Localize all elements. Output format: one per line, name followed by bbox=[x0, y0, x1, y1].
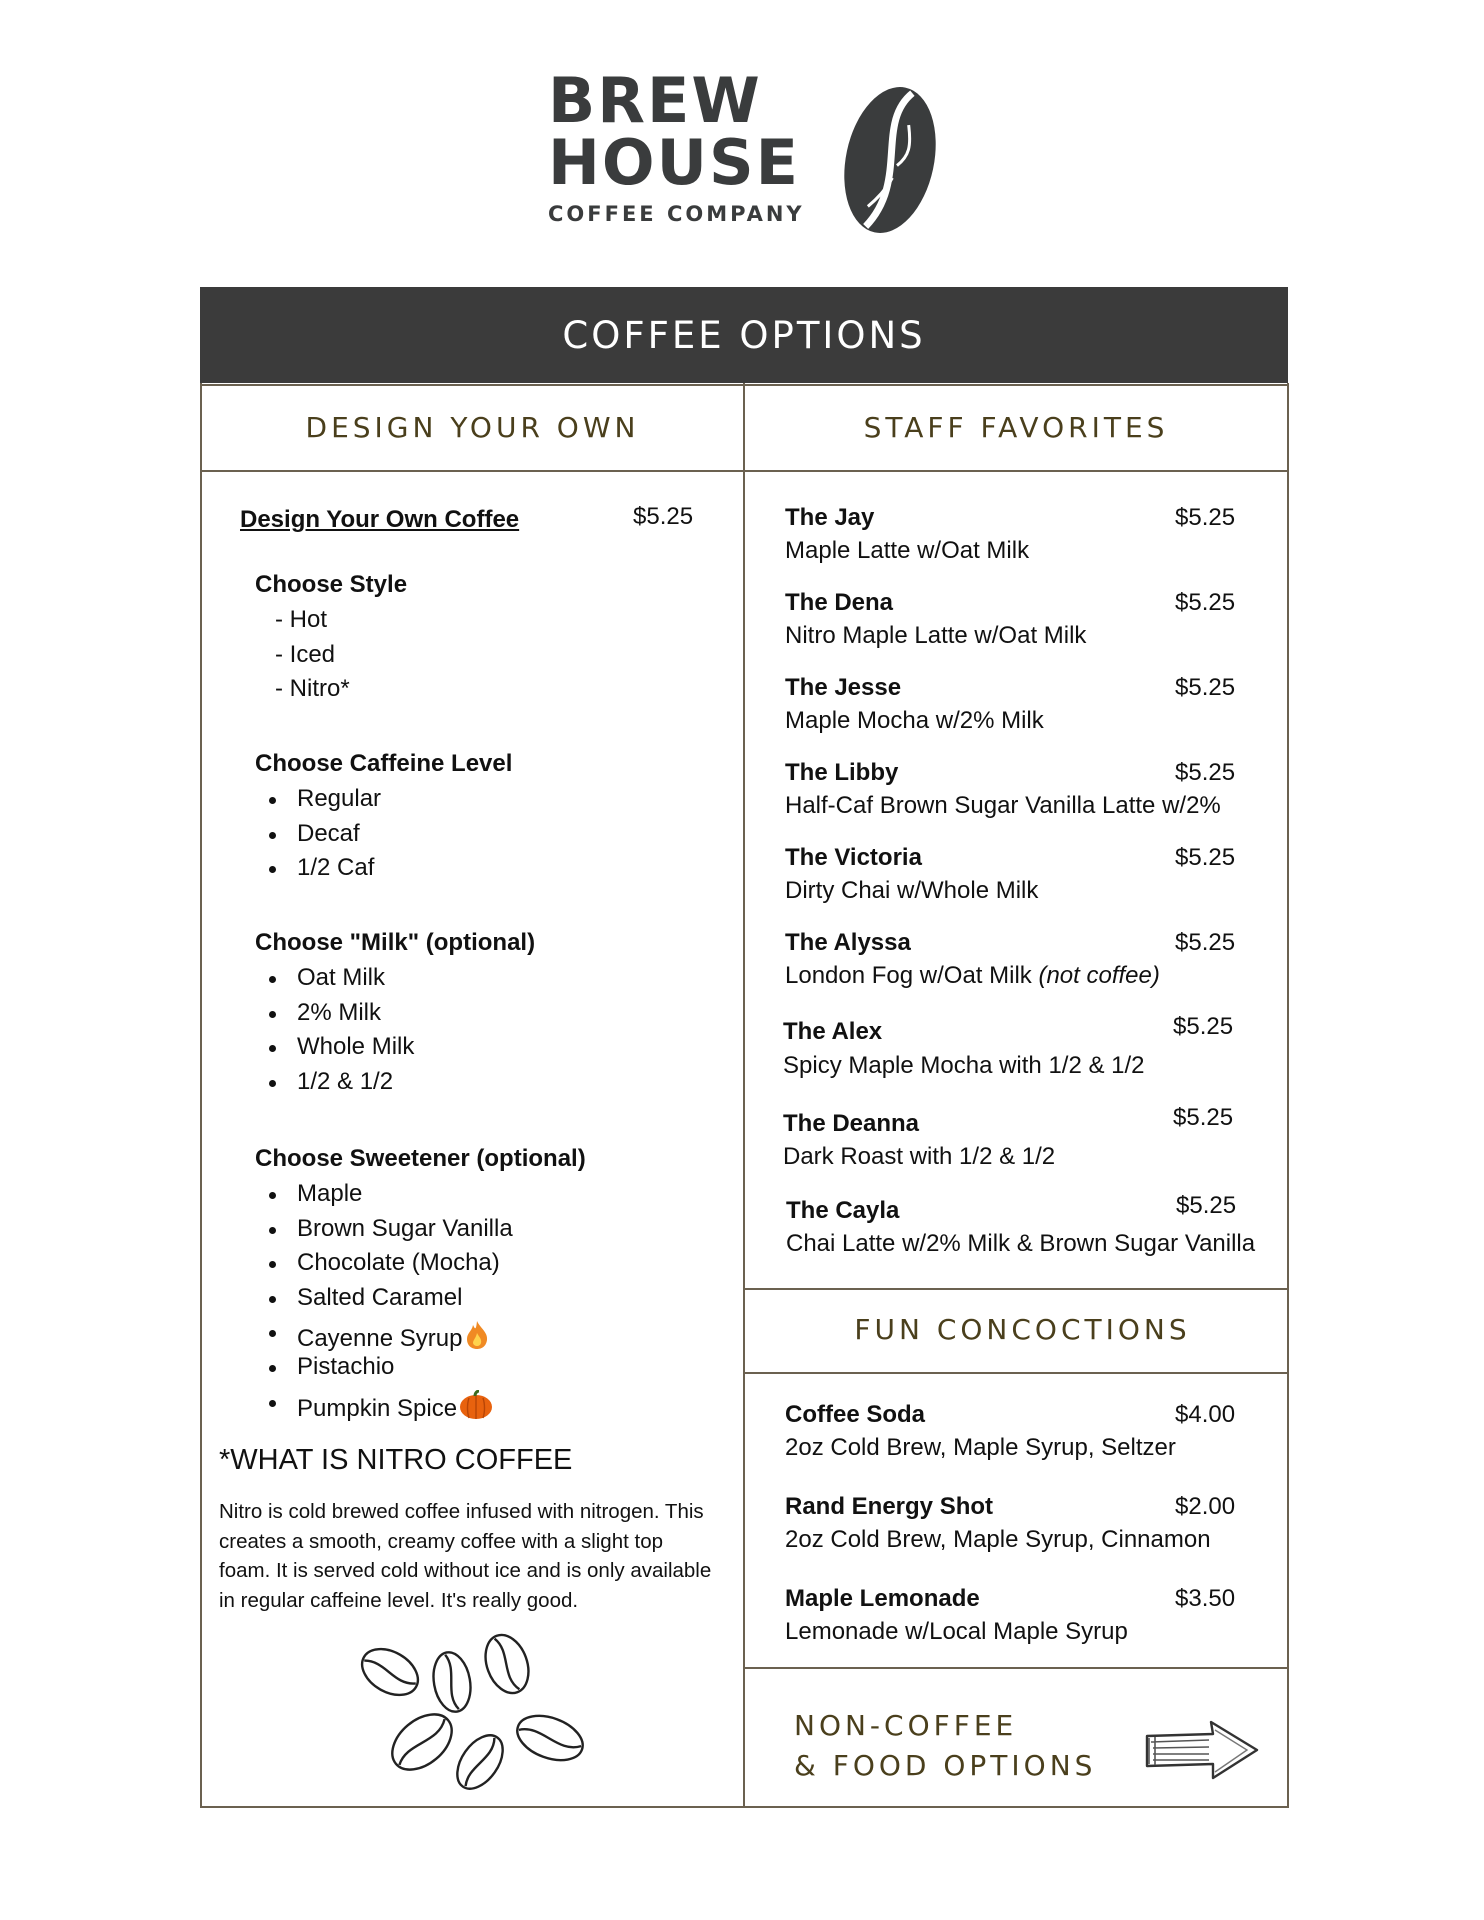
staff-item-name: The Jay bbox=[785, 504, 875, 531]
list-item: Pumpkin Spice bbox=[255, 1390, 513, 1425]
staff-item-desc: Chai Latte w/2% Milk & Brown Sugar Vanilla bbox=[786, 1230, 1256, 1257]
list-item: Oat Milk bbox=[255, 966, 414, 1001]
frame-right-border bbox=[1287, 383, 1289, 1808]
nitro-title: *WHAT IS NITRO COFFEE bbox=[219, 1444, 573, 1476]
list-item: Regular bbox=[255, 787, 381, 822]
fun-heading-divider bbox=[744, 1372, 1288, 1374]
list-item: 1/2 Caf bbox=[255, 856, 381, 891]
staff-item-price: $5.25 bbox=[1175, 929, 1236, 956]
staff-item-name: The Cayla bbox=[786, 1197, 900, 1224]
pumpkin-icon bbox=[459, 1390, 493, 1420]
choose-style-title: Choose Style bbox=[255, 571, 408, 598]
list-item: Cayenne Syrup bbox=[255, 1320, 513, 1355]
fun-item-name: Coffee Soda bbox=[785, 1401, 926, 1428]
staff-item-price: $5.25 bbox=[1176, 1192, 1237, 1219]
fun-item-price: $2.00 bbox=[1175, 1493, 1236, 1520]
staff-item-desc: Maple Mocha w/2% Milk bbox=[785, 707, 1044, 734]
list-item: - Nitro* bbox=[275, 675, 350, 703]
staff-item-price: $5.25 bbox=[1175, 504, 1236, 531]
list-item: - Iced bbox=[275, 640, 336, 668]
sweetener-list bbox=[255, 1182, 513, 1424]
staff-item-desc: Nitro Maple Latte w/Oat Milk bbox=[785, 622, 1087, 649]
coffee-beans-illustration-icon bbox=[352, 1632, 602, 1792]
list-item: Salted Caramel bbox=[255, 1286, 513, 1321]
choose-milk-title: Choose "Milk" (optional) bbox=[255, 929, 536, 956]
arrow-right-icon[interactable] bbox=[1143, 1718, 1261, 1784]
list-item: Brown Sugar Vanilla bbox=[255, 1217, 513, 1252]
staff-item-name: The Dena bbox=[785, 589, 894, 616]
staff-item-price: $5.25 bbox=[1175, 759, 1236, 786]
top-divider bbox=[200, 384, 1289, 386]
list-item: - Hot bbox=[275, 606, 328, 633]
staff-item-name: The Deanna bbox=[783, 1110, 920, 1137]
staff-item-desc: Dark Roast with 1/2 & 1/2 bbox=[783, 1143, 1056, 1170]
fun-top-divider bbox=[744, 1288, 1288, 1290]
non-coffee-line: NON-COFFEE bbox=[794, 1709, 1018, 1742]
design-your-own-heading: DESIGN YOUR OWN bbox=[305, 411, 640, 444]
staff-item-desc: Half-Caf Brown Sugar Vanilla Latte w/2% bbox=[785, 792, 1221, 819]
food-options-line: & FOOD OPTIONS bbox=[794, 1749, 1097, 1782]
non-coffee-food-link[interactable] bbox=[794, 1706, 1096, 1786]
fun-item-name: Rand Energy Shot bbox=[785, 1493, 994, 1520]
list-item: 2% Milk bbox=[255, 1001, 414, 1036]
page-title: COFFEE OPTIONS bbox=[562, 313, 926, 357]
staff-item-desc: Maple Latte w/Oat Milk bbox=[785, 537, 1030, 564]
fun-concoctions-heading: FUN CONCOCTIONS bbox=[854, 1313, 1191, 1346]
logo-line-3: COFFEE COMPANY bbox=[548, 202, 805, 226]
fun-item-name: Maple Lemonade bbox=[785, 1585, 980, 1612]
fun-item-price: $4.00 bbox=[1175, 1401, 1236, 1428]
logo-line-2: HOUSE bbox=[548, 126, 800, 199]
coffee-bean-logo-icon bbox=[838, 82, 943, 237]
menu-header-bar bbox=[200, 287, 1288, 383]
staff-item-desc: Dirty Chai w/Whole Milk bbox=[785, 877, 1039, 904]
fun-item-desc: Lemonade w/Local Maple Syrup bbox=[785, 1618, 1128, 1645]
staff-item-price: $5.25 bbox=[1173, 1013, 1234, 1040]
choose-caffeine-title: Choose Caffeine Level bbox=[255, 750, 513, 777]
list-item: Whole Milk bbox=[255, 1035, 414, 1070]
milk-list bbox=[255, 966, 414, 1104]
staff-item-name: The Jesse bbox=[785, 674, 902, 701]
staff-favorites-heading: STAFF FAVORITES bbox=[863, 411, 1169, 444]
design-your-own-title: Design Your Own Coffee bbox=[240, 506, 520, 533]
staff-item-name: The Alyssa bbox=[785, 929, 911, 956]
staff-item-name: The Victoria bbox=[785, 844, 922, 871]
caffeine-list bbox=[255, 787, 381, 891]
list-item: Maple bbox=[255, 1182, 513, 1217]
staff-item-price: $5.25 bbox=[1173, 1104, 1234, 1131]
fun-item-desc: 2oz Cold Brew, Maple Syrup, Seltzer bbox=[785, 1434, 1176, 1461]
staff-item-note: (not coffee) bbox=[1038, 962, 1160, 989]
list-item: Chocolate (Mocha) bbox=[255, 1251, 513, 1286]
list-item: Decaf bbox=[255, 822, 381, 857]
fun-item-price: $3.50 bbox=[1175, 1585, 1236, 1612]
staff-item-desc: London Fog w/Oat Milk (not coffee) bbox=[785, 962, 1160, 989]
list-item: Pistachio bbox=[255, 1355, 513, 1390]
fire-icon bbox=[464, 1320, 490, 1350]
staff-item-name: The Libby bbox=[785, 759, 899, 786]
heading-divider bbox=[200, 470, 1289, 472]
logo-line-1: BREW bbox=[548, 64, 762, 137]
staff-item-price: $5.25 bbox=[1175, 844, 1236, 871]
frame-left-border bbox=[200, 383, 202, 1808]
list-item: 1/2 & 1/2 bbox=[255, 1070, 414, 1105]
brand-logo bbox=[548, 64, 948, 240]
column-divider bbox=[743, 383, 745, 1808]
fun-item-desc: 2oz Cold Brew, Maple Syrup, Cinnamon bbox=[785, 1526, 1211, 1553]
nitro-description: Nitro is cold brewed coffee infused with nitrogen. This creates a smooth, creamy coffee with a slight top foam. It is served cold without ice and is only available in regular caffeine level. It's really good. bbox=[219, 1500, 712, 1612]
staff-item-price: $5.25 bbox=[1175, 674, 1236, 701]
staff-item-name: The Alex bbox=[783, 1018, 883, 1045]
design-your-own-price: $5.25 bbox=[633, 503, 694, 530]
staff-item-desc: Spicy Maple Mocha with 1/2 & 1/2 bbox=[783, 1052, 1145, 1079]
style-list bbox=[255, 608, 350, 712]
nonfood-divider bbox=[744, 1667, 1288, 1669]
choose-sweetener-title: Choose Sweetener (optional) bbox=[255, 1145, 586, 1172]
staff-item-price: $5.25 bbox=[1175, 589, 1236, 616]
